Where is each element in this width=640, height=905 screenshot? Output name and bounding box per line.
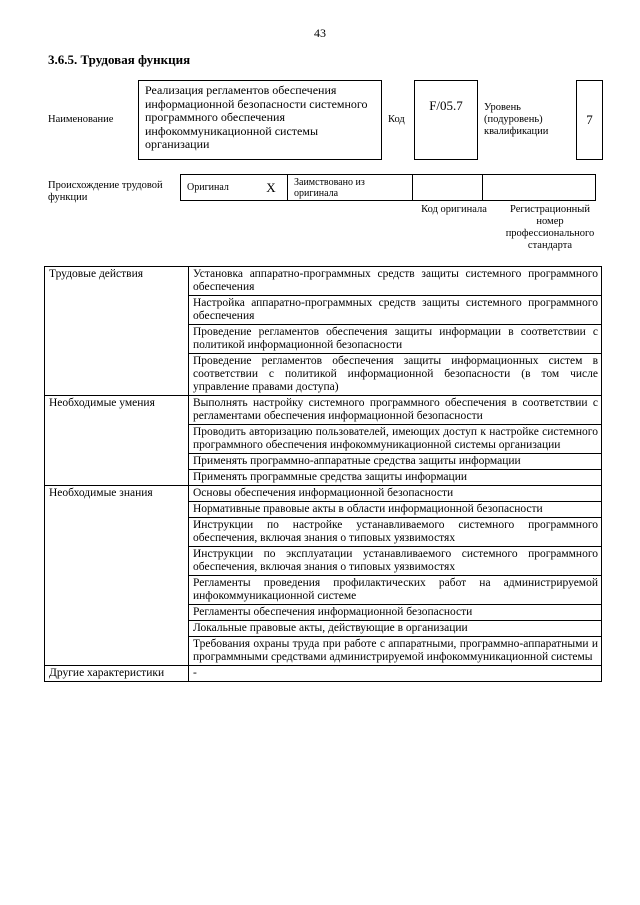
section-item: Локальные правовые акты, действующие в организации — [189, 621, 602, 637]
name-label: Наименование — [48, 114, 114, 125]
section-item: Нормативные правовые акты в области информационной безопасности — [189, 502, 602, 518]
reg-number-label: Регистрационный номер профессионального стандарта — [505, 204, 595, 251]
level-box: 7 — [576, 80, 603, 160]
table-row — [45, 267, 602, 296]
section-item: - — [189, 666, 602, 682]
origin-table — [180, 174, 596, 201]
reg-number-cell — [483, 175, 596, 201]
code-label: Код — [388, 114, 405, 125]
section-item: Регламенты обеспечения информационной безопасности — [189, 605, 602, 621]
borrowed-label: Заимствовано из оригинала — [288, 175, 413, 201]
section-item: Применять программно-аппаратные средства защиты информации — [189, 454, 602, 470]
section-title: 3.6.5. Трудовая функция — [48, 52, 191, 67]
level-label: Уровень (подуровень) квалификации — [484, 102, 549, 137]
function-name-box: Реализация регламентов обеспечения информационной безопасности системного программного обеспечения инфокоммуникационной системы организации — [138, 80, 382, 160]
code-original-label: Код оригинала — [421, 204, 487, 215]
table-row — [45, 666, 602, 682]
section-item: Проведение регламентов обеспечения защиты информации в соответствии с политикой информационной безопасности — [189, 325, 602, 354]
table-row — [45, 396, 602, 425]
section-label: Необходимые знания — [45, 486, 189, 666]
section-item: Инструкции по настройке устанавливаемого системного программного обеспечения, включая знания о типовых уязвимостях — [189, 518, 602, 547]
section-item: Требования охраны труда при работе с аппаратными, программно-аппаратными и программными средствами администрируемой инфокоммуникационной системы — [189, 637, 602, 666]
origin-label: Происхождение трудовой функции — [48, 180, 163, 203]
original-mark: X — [255, 175, 288, 201]
section-label: Необходимые умения — [45, 396, 189, 486]
section-label: Другие характеристики — [45, 666, 189, 682]
section-item: Проведение регламентов обеспечения защиты информационных систем в соответствии с политикой информационной безопасности (в том числе управление правами доступа) — [189, 354, 602, 396]
table-row — [45, 486, 602, 502]
section-item: Выполнять настройку системного программного обеспечения в соответствии с регламентами обеспечения информационной безопасности — [189, 396, 602, 425]
functions-table — [44, 266, 602, 682]
function-code-box: F/05.7 — [414, 80, 478, 160]
section-item: Проводить авторизацию пользователей, имеющих доступ к настройке системного программного обеспечения инфокоммуникационной системы организации — [189, 425, 602, 454]
original-label: Оригинал — [181, 175, 256, 201]
section-item: Инструкции по эксплуатации устанавливаемого системного программного обеспечения, включая знания о типовых уязвимостях — [189, 547, 602, 576]
code-original-cell — [413, 175, 483, 201]
section-item: Применять программные средства защиты информации — [189, 470, 602, 486]
section-item: Регламенты проведения профилактических работ на администрируемой инфокоммуникационной системе — [189, 576, 602, 605]
section-item: Основы обеспечения информационной безопасности — [189, 486, 602, 502]
section-label: Трудовые действия — [45, 267, 189, 396]
page-number: 43 — [314, 26, 326, 40]
section-item: Настройка аппаратно-программных средств защиты системного программного обеспечения — [189, 296, 602, 325]
section-item: Установка аппаратно-программных средств защиты системного программного обеспечения — [189, 267, 602, 296]
